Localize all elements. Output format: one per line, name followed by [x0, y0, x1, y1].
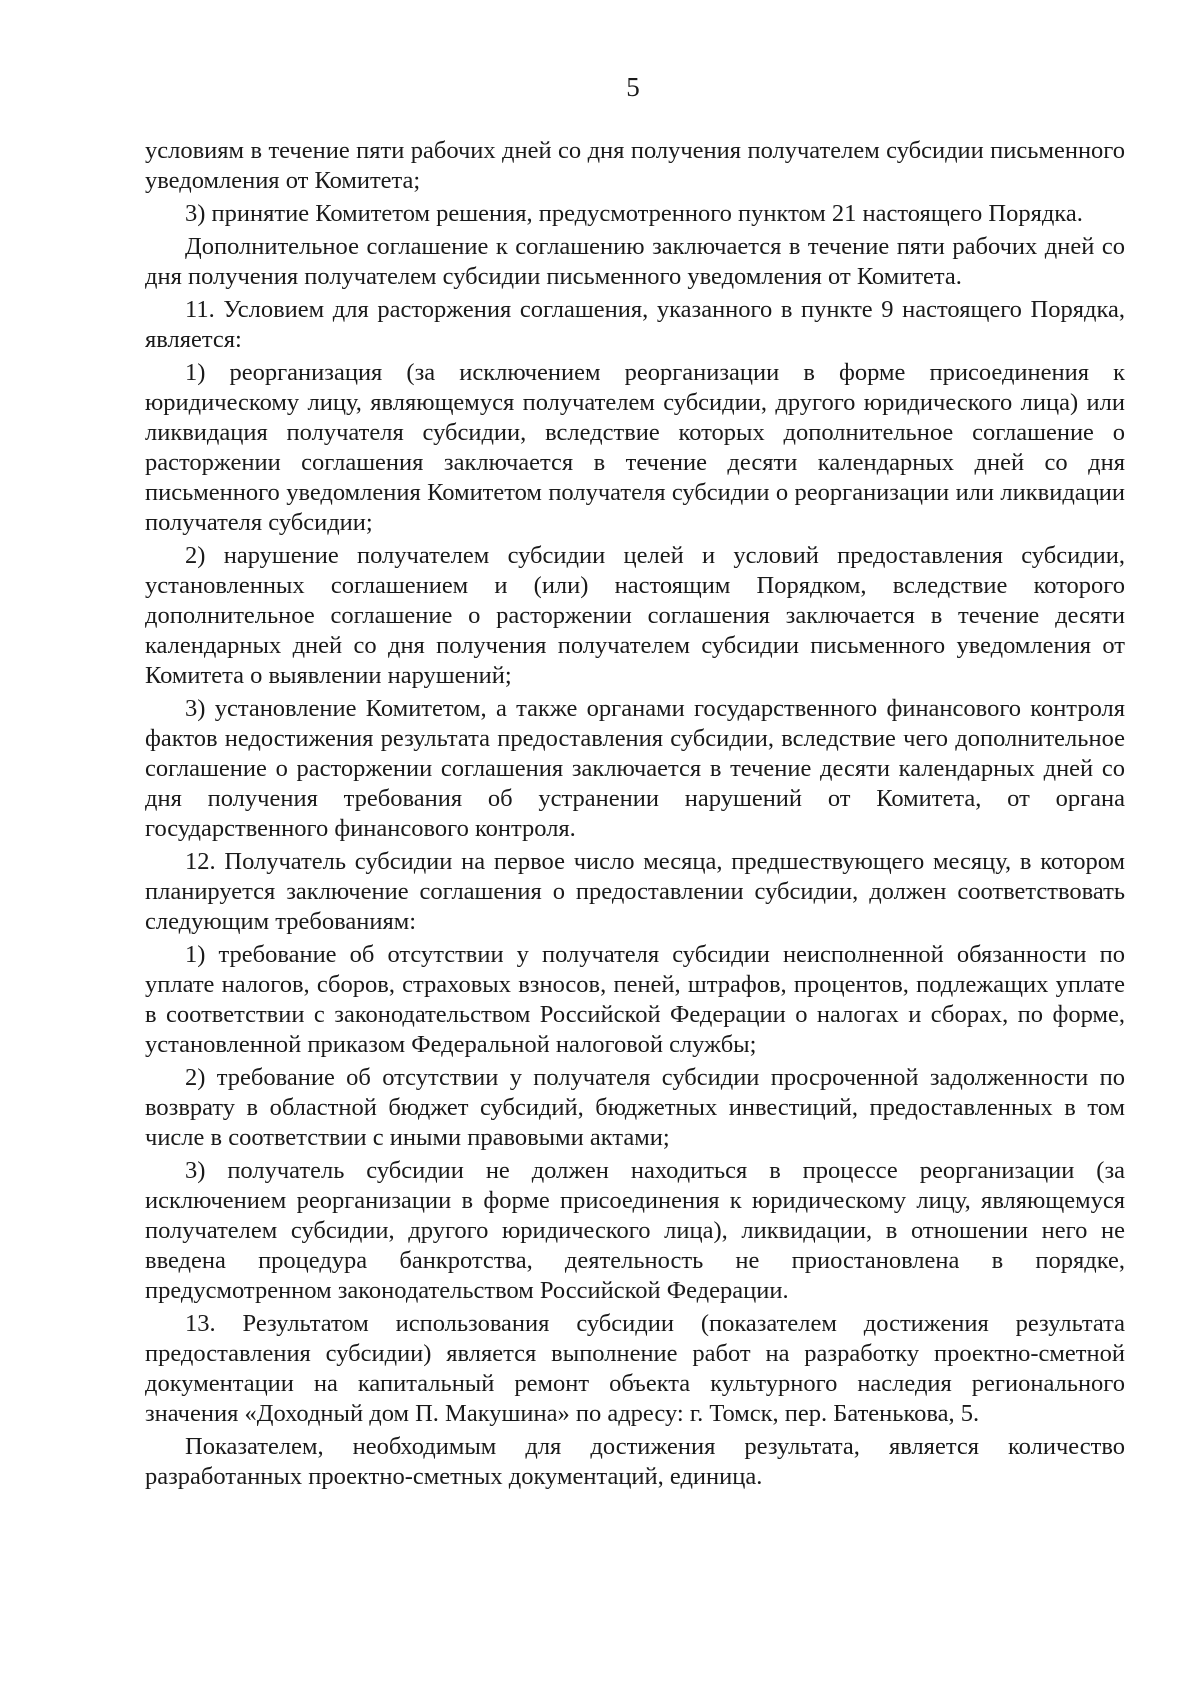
paragraph-clause-13: 13. Результатом использования субсидии (показателем достижения результата предоставления субсидии) является выполнение работ на разработку проектно-сметной документации на капитальный ремонт объекта культурного наследия регионального значения «Доходный дом П. Макушина» по адресу: г. Томск, пер. Батенькова, 5.	[145, 1310, 1125, 1427]
paragraph-additional-agreement: Дополнительное соглашение к соглашению заключается в течение пяти рабочих дней со дня получения получателем субсидии письменного уведомления от Комитета.	[145, 233, 1125, 290]
paragraph-clause-12: 12. Получатель субсидии на первое число месяца, предшествующего месяцу, в котором планируется заключение соглашения о предоставлении субсидии, должен соответствовать следующим требованиям:	[145, 848, 1125, 935]
paragraph-indicator: Показателем, необходимым для достижения результата, является количество разработанных проектно-сметных документаций, единица.	[145, 1433, 1125, 1490]
paragraph-clause-12-3: 3) получатель субсидии не должен находиться в процессе реорганизации (за исключением реорганизации в форме присоединения к юридическому лицу, являющемуся получателем субсидии, другого юридического лица), ликвидации, в отношении него не введена процедура банкротства, деятельность не приостановлена в порядке, предусмотренном законодательством Российской Федерации.	[145, 1157, 1125, 1304]
paragraph-clause-11: 11. Условием для расторжения соглашения, указанного в пункте 9 настоящего Порядка, является:	[145, 296, 1125, 353]
paragraph-clause-12-1: 1) требование об отсутствии у получателя субсидии неисполненной обязанности по уплате налогов, сборов, страховых взносов, пеней, штрафов, процентов, подлежащих уплате в соответствии с законодательством Российской Федерации о налогах и сборах, по форме, установленной приказом Федеральной налоговой службы;	[145, 941, 1125, 1058]
paragraph-clause-11-1: 1) реорганизация (за исключением реорганизации в форме присоединения к юридическому лицу, являющемуся получателем субсидии, другого юридического лица) или ликвидация получателя субсидии, вследствие которых дополнительное соглашение о расторжении соглашения заключается в течение десяти календарных дней со дня письменного уведомления Комитетом получателя субсидии о реорганизации или ликвидации получателя субсидии;	[145, 359, 1125, 536]
paragraph-continuation: условиям в течение пяти рабочих дней со дня получения получателем субсидии письменного уведомления от Комитета;	[145, 137, 1125, 194]
document-body	[145, 136, 1125, 1495]
paragraph-clause-12-2: 2) требование об отсутствии у получателя субсидии просроченной задолженности по возврату в областной бюджет субсидий, бюджетных инвестиций, предоставленных в том числе в соответствии с иными правовыми актами;	[145, 1064, 1125, 1151]
page-number: 5	[626, 72, 640, 102]
paragraph-clause-10-3: 3) принятие Комитетом решения, предусмотренного пунктом 21 настоящего Порядка.	[185, 200, 1083, 227]
paragraph-clause-11-2: 2) нарушение получателем субсидии целей и условий предоставления субсидии, установленных соглашением и (или) настоящим Порядком, вследствие которого дополнительное соглашение о расторжении соглашения заключается в течение десяти календарных дней со дня получения получателем субсидии письменного уведомления от Комитета о выявлении нарушений;	[145, 542, 1125, 689]
paragraph-clause-11-3: 3) установление Комитетом, а также органами государственного финансового контроля фактов недостижения результата предоставления субсидии, вследствие чего дополнительное соглашение о расторжении соглашения заключается в течение десяти календарных дней со дня получения требования об устранении нарушений от Комитета, от органа государственного финансового контроля.	[145, 695, 1125, 842]
